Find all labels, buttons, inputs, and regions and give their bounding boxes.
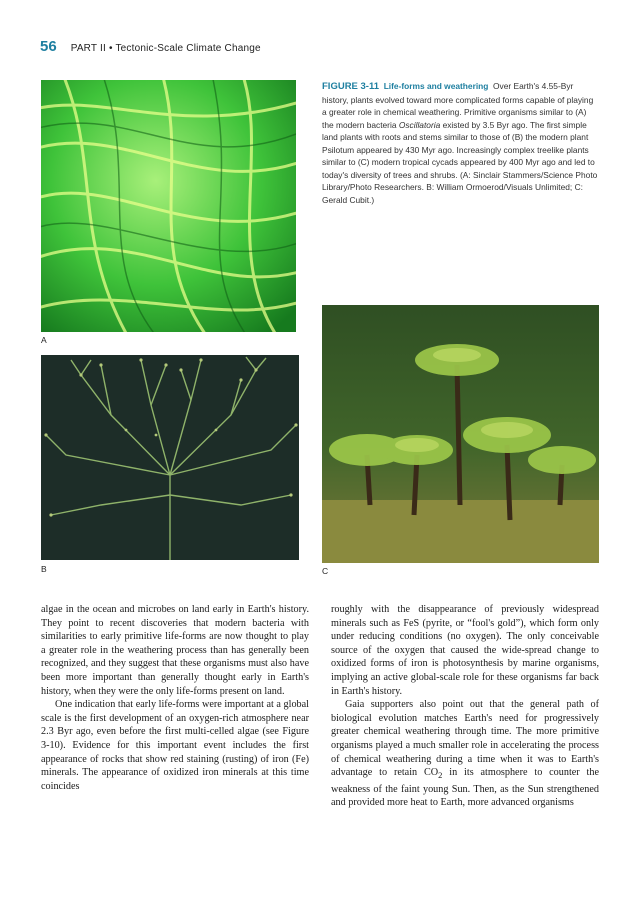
panel-label-a: A (41, 335, 47, 345)
paragraph: One indication that early life-forms were important at a global scale is the first development of an oxygen-rich atmosphere near 2.3 Byr ago, even before the first multi-celled algae (see Figure 3-10). Evidence for this important event includes the first appearance of rocks that show red staining (rusting) of iron (Fe) minerals. The appearance of oxidized iron minerals at this time coincides (41, 699, 309, 792)
page-header (40, 38, 261, 58)
figure-title: Life-forms and weathering (383, 81, 489, 91)
body-column-right (331, 603, 599, 810)
caption-italic-genus: Oscillatoria (398, 119, 441, 130)
figure-caption (322, 80, 600, 206)
figure-number: FIGURE 3-11 (322, 81, 380, 92)
paragraph: roughly with the disappearance of previously widespread minerals such as FeS (pyrite, or “fool's gold”), which form only under reducing conditions (no oxygen). The only conceivable source of the oxygen that caused the wide-spread change to oxidized forms of iron is photosynthesis by marine organisms, implying an active global-scale role for these organisms far back in Earth's history. (331, 604, 599, 697)
page-number: 56 (40, 38, 57, 55)
body-column-left (41, 603, 309, 793)
co2-subscript: 2 (438, 770, 443, 781)
photo-oscillatoria (41, 80, 296, 332)
paragraph-text-b: in its atmosphere to counter the weakness of the faint young Sun. Then, as the Sun strengthened and provided more heat to Earth, more advanced organisms (331, 767, 599, 809)
panel-label-c: C (322, 566, 329, 576)
paragraph-gaia (331, 698, 599, 810)
running-head: PART II • Tectonic-Scale Climate Change (70, 43, 261, 54)
photo-psilotum (41, 355, 299, 560)
caption-text-2: existed by 3.5 Byr ago. The first simple land plants with roots and stems similar to those of (B) the modern plant Psilotum appeared by 430 Myr ago. Increasingly complex treelike plants similar to (C) modern tropical cycads appeared by 400 Myr ago and led to today's diversity of trees and shrubs. (A: Sinclair Stammers/Science Photo Library/Photo Researchers. B: William Ormoerod/Visuals Unlimited; C: Gerald Cubit.) (322, 119, 598, 205)
photo-cycads (322, 305, 599, 563)
caption-text-1: Over Earth's 4.55-Byr history, plants evolved toward more complicated forms capable of playing a greater role in chemical weathering. Primitive organisms similar to (A) the modern bacteria (322, 81, 594, 130)
paragraph: algae in the ocean and microbes on land early in Earth's history. They point to recent discoveries that modern bacteria with similarities to early primitive life-forms are now thought to play a greater role in the weathering process than has generally been recognized, and they suggest that these organisms must also have been more important than generally thought early in Earth's history, when they were the only life-forms present on land. (41, 604, 309, 697)
panel-label-b: B (41, 564, 47, 574)
paragraph-text-a: Gaia supporters also point out that the general path of biological evolution matches Earth's need for progressively greater chemical weathering through time. The more primitive organisms played a much smaller role in accelerating the process of chemical weathering during a time when it was to Earth's advantage to retain CO (331, 699, 599, 779)
